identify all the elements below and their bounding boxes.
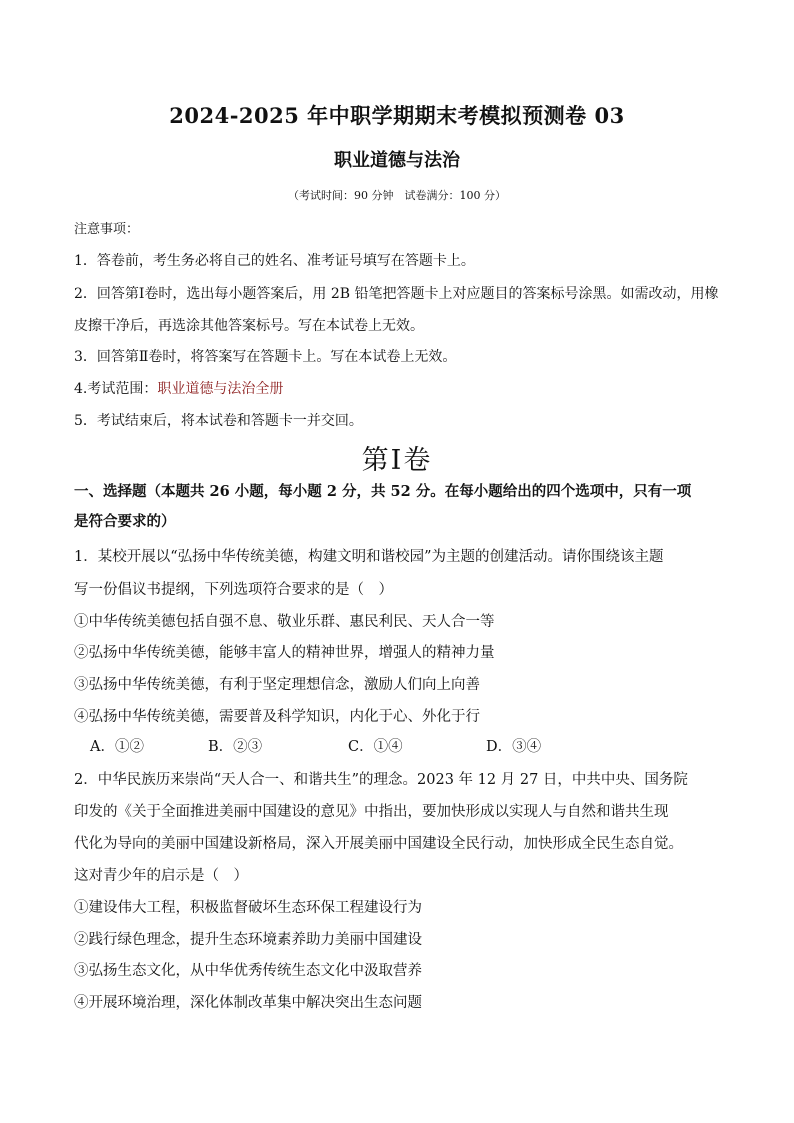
question-2-stem-line-1: 2．中华民族历来崇尚“天人合一、和谐共生”的理念。2023 年 12 月 27 日，中共中央、国务院	[74, 772, 688, 788]
notice-item-4	[74, 378, 724, 398]
section-title: 第Ⅰ卷	[361, 445, 433, 476]
option-d[interactable]: D．③④	[486, 739, 542, 755]
question-2-statement-2: ②践行绿色理念，提升生态环境素养助力美丽中国建设	[74, 932, 422, 948]
question-2-stem-line-3: 代化为导向的美丽中国建设新格局，深入开展美丽中国建设全民行动，加快形成全民生态自觉。	[74, 836, 683, 852]
option-b[interactable]: B．②③	[208, 739, 263, 755]
section-instruction-line-2: 是符合要求的）	[74, 513, 176, 530]
question-1-statement-3: ③弘扬中华传统美德，有利于坚定理想信念，激励人们向上向善	[74, 677, 480, 693]
question-2-stem-line-2: 印发的《关于全面推进美丽中国建设的意见》中指出，要加快形成以实现人与自然和谐共生现	[74, 804, 669, 820]
exam-subject: 职业道德与法治	[334, 150, 460, 171]
question-1-statement-4: ④弘扬中华传统美德，需要普及科学知识，内化于心、外化于行	[74, 709, 480, 725]
notice-item-2-line-2: 皮擦干净后，再选涂其他答案标号。写在本试卷上无效。	[74, 318, 424, 334]
option-a[interactable]: A．①②	[90, 739, 144, 755]
question-1-statement-2: ②弘扬中华传统美德，能够丰富人的精神世界，增强人的精神力量	[74, 645, 495, 661]
exam-time-and-score: （考试时间：90 分钟 试卷满分：100 分）	[288, 189, 506, 202]
notice-heading: 注意事项：	[74, 222, 140, 237]
question-2-statement-1: ①建设伟大工程，积极监督破坏生态环保工程建设行为	[74, 900, 422, 916]
notice-item-4-prefix: 4.考试范围：	[74, 381, 158, 397]
question-1-stem-line-1: 1．某校开展以“弘扬中华传统美德，构建文明和谐校园”为主题的创建活动。请你围绕该主题	[74, 549, 664, 565]
section-instruction-line-1: 一、选择题（本题共 26 小题，每小题 2 分，共 52 分。在每小题给出的四个选项中，只有一项	[74, 483, 692, 500]
question-2-statement-4: ④开展环境治理，深化体制改革集中解决突出生态问题	[74, 995, 422, 1011]
notice-item-2-line-1: 2．回答第Ⅰ卷时，选出每小题答案后，用 2B 铅笔把答题卡上对应题目的答案标号涂黑。如需改动，用橡	[74, 286, 719, 302]
question-2-stem-line-4: 这对青少年的启示是（ ）	[74, 868, 248, 884]
exam-scope: 职业道德与法治全册	[157, 381, 284, 397]
notice-item-5: 5．考试结束后，将本试卷和答题卡一并交回。	[74, 413, 363, 429]
exam-title: 2024-2025 年中职学期期末考模拟预测卷 03	[169, 103, 625, 128]
notice-item-1: 1．答卷前，考生务必将自己的姓名、准考证号填写在答题卡上。	[74, 253, 475, 269]
option-c[interactable]: C．①④	[348, 739, 403, 755]
notice-item-3: 3．回答第Ⅱ卷时，将答案写在答题卡上。写在本试卷上无效。	[74, 349, 457, 365]
question-2-statement-3: ③弘扬生态文化，从中华优秀传统生态文化中汲取营养	[74, 963, 422, 979]
question-1-statement-1: ①中华传统美德包括自强不息、敬业乐群、惠民利民、天人合一等	[74, 614, 495, 630]
question-1-stem-line-2: 写一份倡议书提纲，下列选项符合要求的是（ ）	[74, 582, 393, 598]
